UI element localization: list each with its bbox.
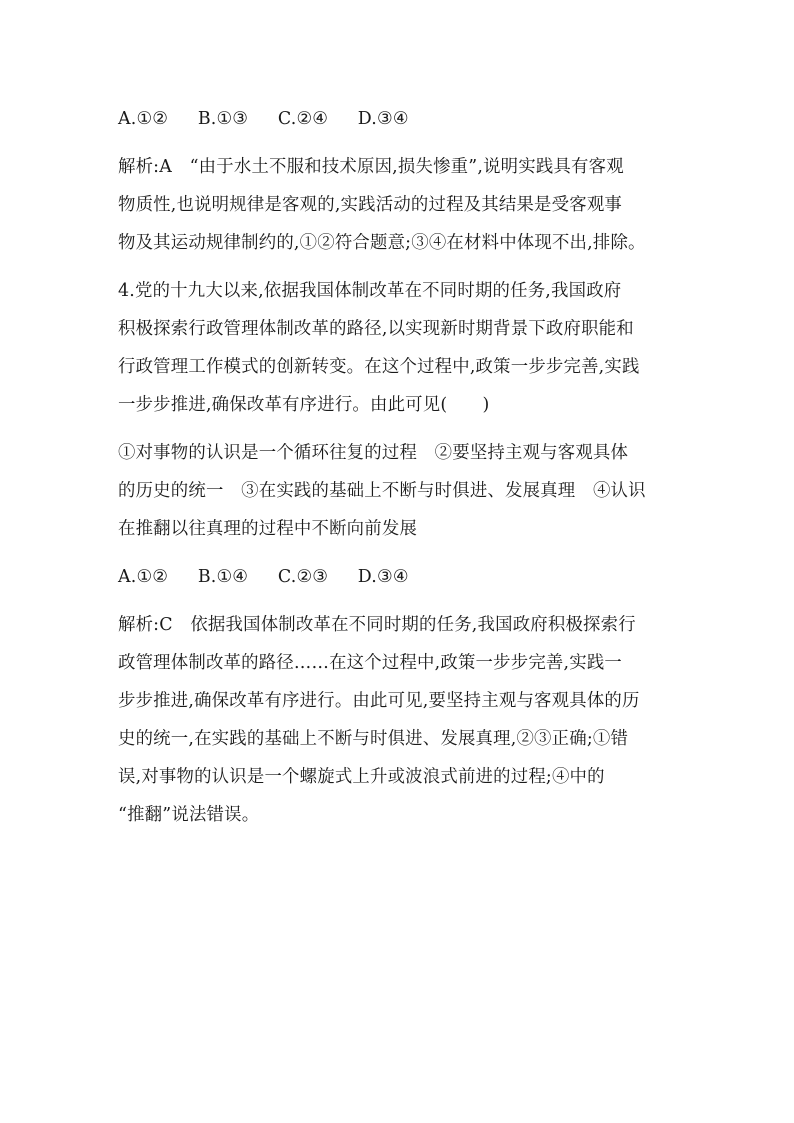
q4-stem-line: 行政管理工作模式的创新转变。在这个过程中,政策一步步完善,实践	[118, 357, 640, 377]
q4-analysis-line: 解析:C 依据我国体制改革在不同时期的任务,我国政府积极探索行	[118, 615, 636, 635]
q4-option-b: B.①④	[197, 567, 249, 587]
q4-stem-line: 积极探索行政管理体制改革的路径,以实现新时期背景下政府职能和	[118, 319, 634, 339]
q4-analysis-line: 史的统一,在实践的基础上不断与时俱进、发展真理,②③正确;①错	[118, 729, 629, 749]
q4-options	[118, 558, 678, 596]
q4-analysis-line: 误,对事物的认识是一个螺旋式上升或波浪式前进的过程;④中的	[118, 767, 605, 787]
q3-analysis-line: 物及其运动规律制约的,①②符合题意;③④在材料中体现不出,排除。	[118, 233, 646, 253]
q4-statement-line: ①对事物的认识是一个循环往复的过程 ②要坚持主观与客观具体	[118, 443, 629, 463]
q4-option-c: C.②③	[277, 567, 329, 587]
q4-stem	[118, 272, 678, 424]
q3-options	[118, 100, 678, 138]
q3-analysis-line: 解析:A “由于水土不服和技术原因,损失惨重”,说明实践具有客观	[118, 157, 624, 177]
q4-statement-line: 在推翻以往真理的过程中不断向前发展	[118, 519, 418, 539]
q3-option-d: D.③④	[357, 109, 409, 129]
q4-analysis-line: “推翻”说法错误。	[118, 805, 260, 825]
q3-option-a: A.①②	[118, 109, 169, 129]
q4-statement-line: 的历史的统一 ③在实践的基础上不断与时俱进、发展真理 ④认识	[118, 481, 646, 501]
q3-analysis	[118, 148, 678, 262]
document-body	[118, 100, 678, 834]
q4-option-d: D.③④	[357, 567, 409, 587]
q4-stem-line: 4.党的十九大以来,依据我国体制改革在不同时期的任务,我国政府	[118, 281, 622, 301]
q4-analysis-line: 步步推进,确保改革有序进行。由此可见,要坚持主观与客观具体的历	[118, 691, 640, 711]
q4-stem-line: 一步步推进,确保改革有序进行。由此可见( )	[118, 395, 490, 415]
q3-option-b: B.①③	[197, 109, 249, 129]
q3-option-c: C.②④	[277, 109, 329, 129]
q4-statements	[118, 434, 678, 548]
q4-analysis	[118, 606, 678, 834]
q3-analysis-line: 物质性,也说明规律是客观的,实践活动的过程及其结果是受客观事	[118, 195, 622, 215]
q4-option-a: A.①②	[118, 567, 169, 587]
q4-analysis-line: 政管理体制改革的路径……在这个过程中,政策一步步完善,实践一	[118, 653, 622, 673]
